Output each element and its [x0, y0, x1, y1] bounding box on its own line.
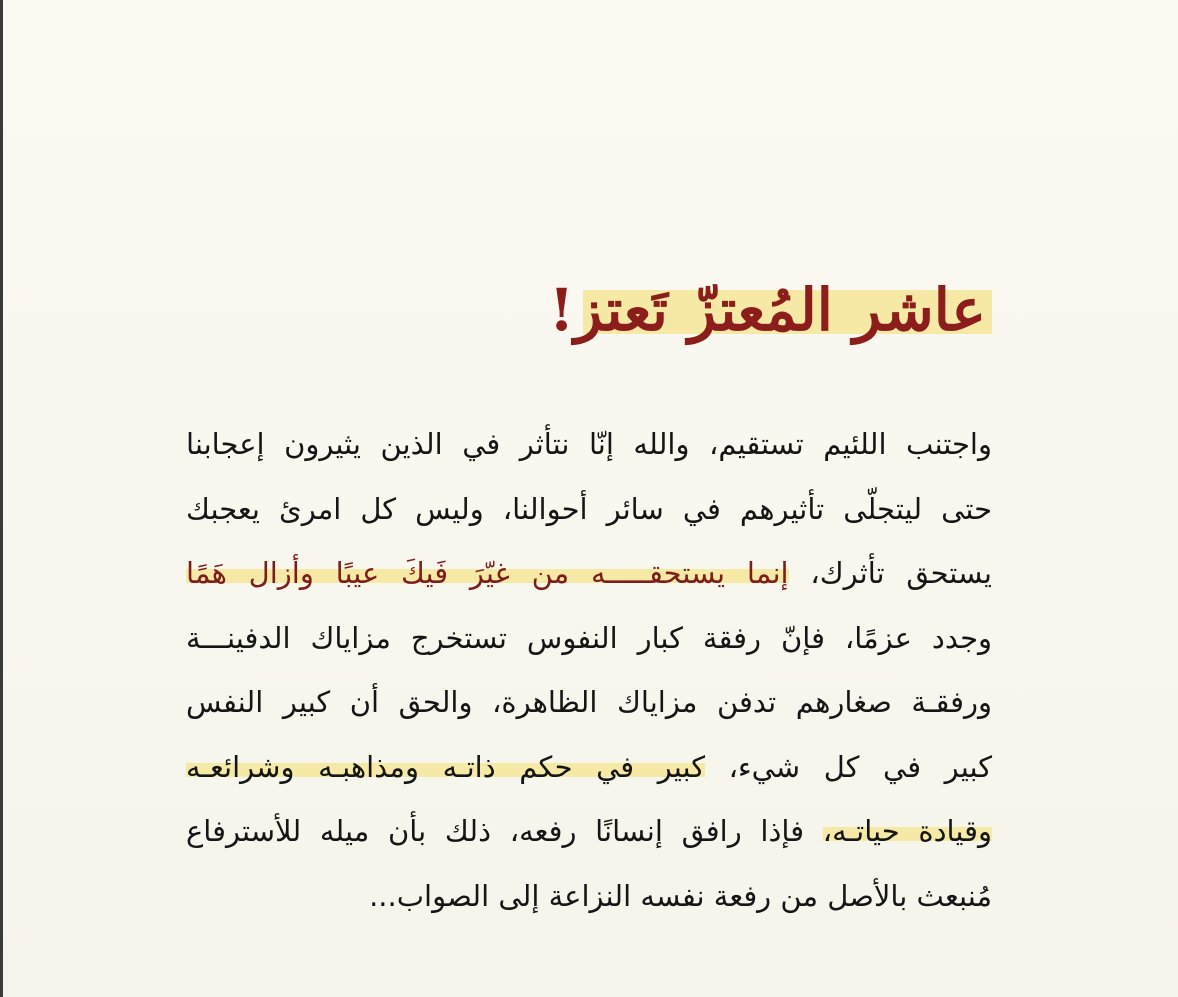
highlighted-text: كبير في حكم ذاتـه ومذاهبـه وشرائعـه: [186, 749, 706, 784]
text-line: [186, 864, 992, 929]
text-line: [186, 799, 992, 864]
page-title-text: عاشر المُعتزّ تَعتز!: [548, 276, 986, 344]
highlighted-text: إنما يستحقـــــه من غيّرَ فَيكَ عيبًا وأزال هَمًا: [186, 556, 789, 590]
page-edge: [0, 0, 3, 997]
text-line: [186, 412, 992, 477]
text-segment: مُنبعث بالأصل من رفعة نفسه النزاعة إلى الصواب...: [369, 878, 992, 913]
text-line: [186, 735, 992, 800]
text-segment: حتى ليتجلّى تأثيرهم في سائر أحوالنا، وليس كل امرئ يعجبك: [186, 491, 992, 526]
text-line: [186, 606, 992, 671]
text-segment: واجتنب اللئيم تستقيم، والله إنّا نتأثر في الذين يثيرون إعجابنا: [186, 427, 992, 461]
text-line: [186, 541, 992, 606]
text-segment: ورفقـة صغارهم تدفن مزاياك الظاهرة، والحق أن كبير النفس: [186, 685, 992, 719]
text-segment: وجدد عزمًا، فإنّ رفقة كبار النفوس تستخرج مزاياك الدفينـــة: [186, 620, 992, 655]
text-line: [186, 477, 992, 542]
text-segment: فإذا رافق إنسانًا رفعه، ذلك بأن ميله للأسترفاع: [186, 814, 823, 848]
text-segment: كبير في كل شيء،: [705, 749, 992, 784]
text-line: [186, 670, 992, 735]
body-paragraph: [186, 412, 992, 928]
title-block: [543, 262, 992, 358]
highlighted-text: وقيادة حياتـه،: [822, 814, 992, 848]
page-title: [543, 262, 992, 358]
text-segment: يستحق تأثرك،: [788, 556, 992, 590]
